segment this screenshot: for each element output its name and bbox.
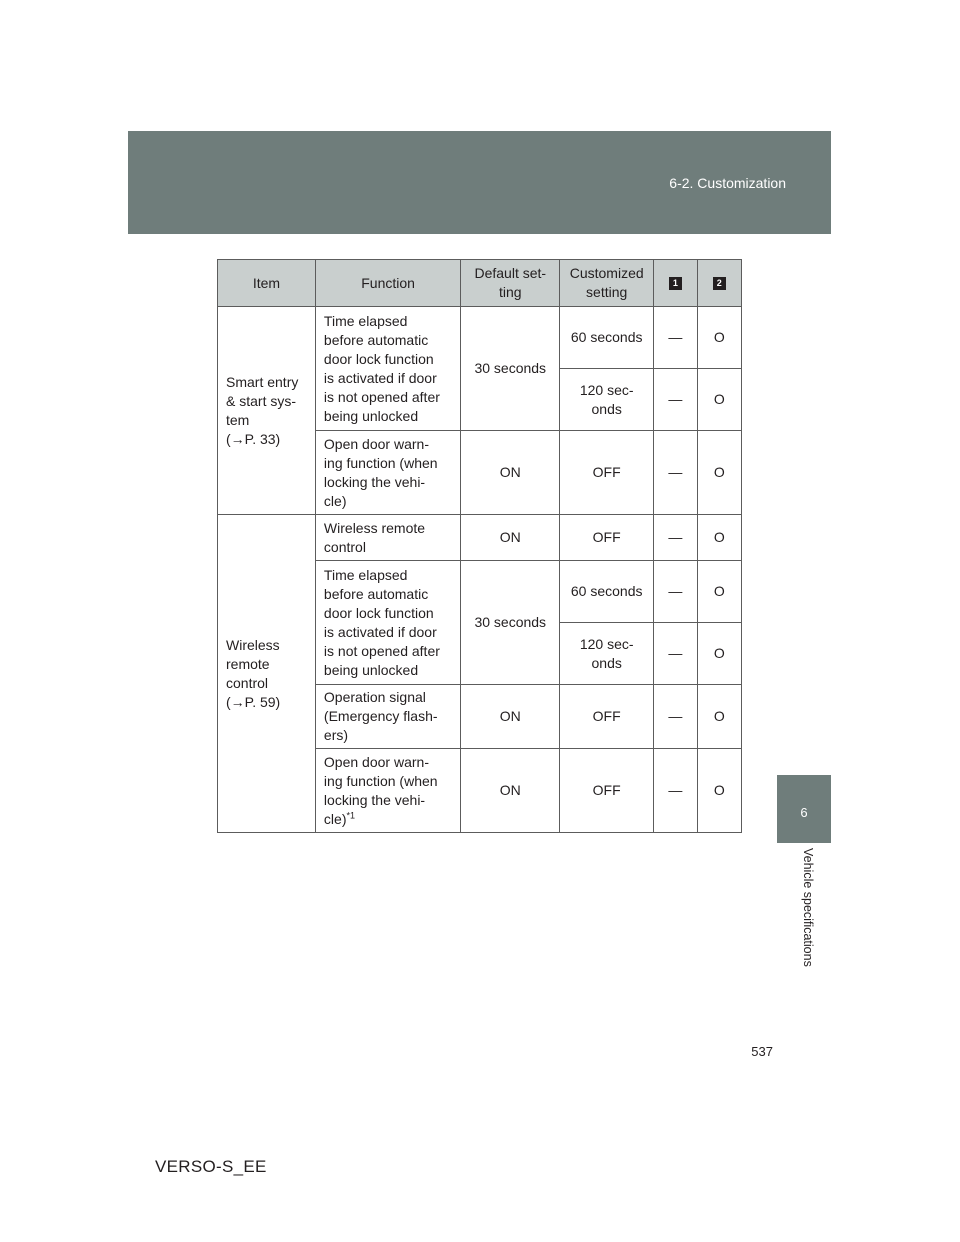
setting-2-cell: O [697,685,741,749]
default-cell: 30 seconds [461,307,560,431]
document-code: VERSO-S_EE [155,1157,267,1176]
customized-cell: 60 seconds [560,561,654,623]
footnote-marker: *1 [346,809,355,820]
customization-table [217,259,742,833]
default-cell: ON [461,431,560,515]
page-number: 537 [751,1044,773,1059]
customized-cell: OFF [560,515,654,561]
function-text: Open door warn- ing function (when locking the vehi- cle) [323,435,438,509]
chapter-tab [777,775,831,843]
customized-cell: 60 seconds [560,307,654,369]
setting-2-cell: O [697,749,741,833]
function-cell [315,749,460,833]
setting-1-cell: — [654,369,697,431]
setting-1-cell: — [654,623,697,685]
function-cell [315,561,460,685]
customized-cell: OFF [560,431,654,515]
setting-2-cell: O [697,515,741,561]
function-text: Time elapsed before automatic door lock function is activated if door is not opened after being unlocked [323,312,440,424]
setting-2-cell: O [697,431,741,515]
customized-cell: OFF [560,685,654,749]
setting-1-cell: — [654,431,697,515]
chapter-label: Vehicle specifications [801,848,815,967]
item-cell: Smart entry & start sys- tem (→P. 33) [218,307,316,515]
setting-2-cell: O [697,307,741,369]
function-text: Time elapsed before automatic door lock function is activated if door is not opened after being unlocked [323,566,440,678]
function-cell [315,685,460,749]
table-row [218,307,742,369]
default-cell: ON [461,749,560,833]
header-default: Default set- ting [461,260,560,307]
customized-cell: 120 sec- onds [560,369,654,431]
item-cell: Wireless remote control (→P. 59) [218,515,316,833]
number-1-icon: 1 [669,277,682,290]
table-body [218,307,742,833]
chapter-number: 6 [800,805,808,820]
table-row [218,515,742,561]
setting-2-cell: O [697,623,741,685]
header-item: Item [218,260,316,307]
header-col-2 [697,260,741,307]
header-customized: Customized setting [560,260,654,307]
function-cell [315,431,460,515]
customized-cell: OFF [560,749,654,833]
function-cell [315,515,460,561]
header-col-1 [654,260,697,307]
function-cell [315,307,460,431]
number-2-icon: 2 [713,277,726,290]
customized-cell: 120 sec- onds [560,623,654,685]
section-title: 6-2. Customization [669,175,786,191]
setting-1-cell: — [654,749,697,833]
default-cell: ON [461,515,560,561]
default-cell: 30 seconds [461,561,560,685]
function-text: Open door warn- ing function (when locking the vehi- cle) [323,753,438,827]
section-header-bar [128,131,831,234]
setting-1-cell: — [654,561,697,623]
setting-1-cell: — [654,515,697,561]
table-header-row [218,260,742,307]
setting-1-cell: — [654,307,697,369]
function-text: Wireless remote control [323,519,426,555]
header-function: Function [315,260,460,307]
setting-1-cell: — [654,685,697,749]
setting-2-cell: O [697,369,741,431]
setting-2-cell: O [697,561,741,623]
function-text: Operation signal (Emergency flash- ers) [323,689,438,743]
default-cell: ON [461,685,560,749]
